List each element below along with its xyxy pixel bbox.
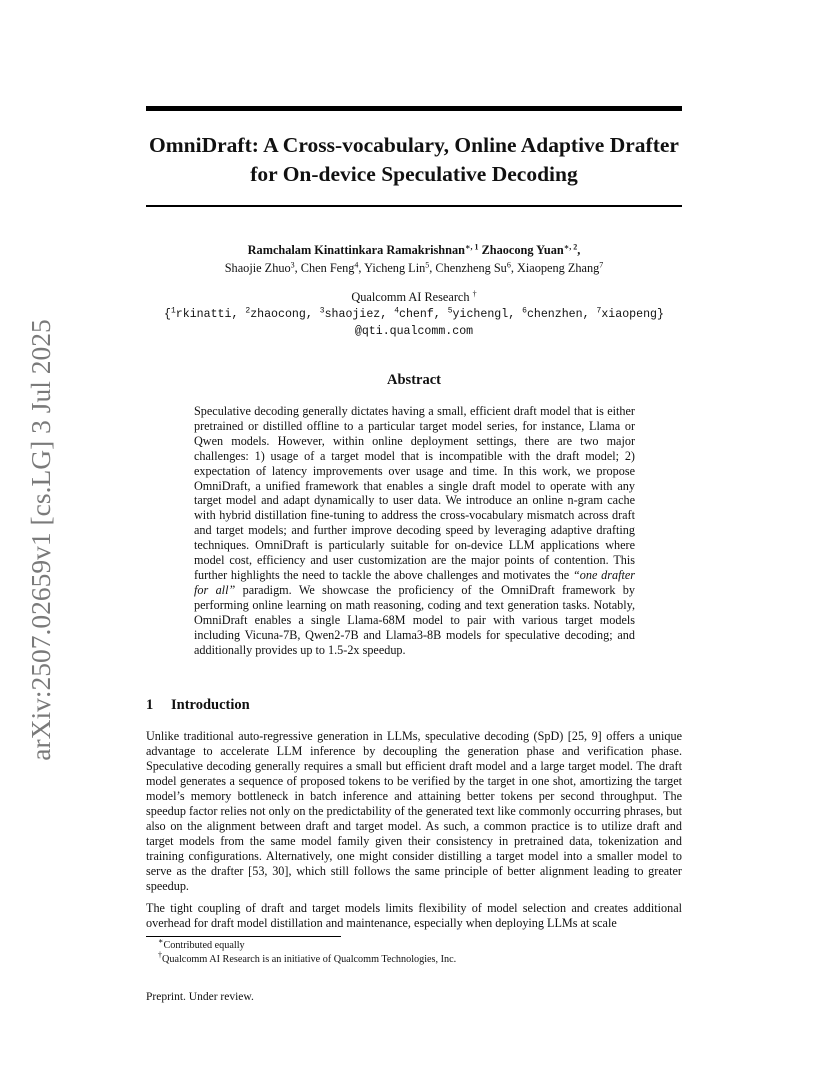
footnote: ∗Contributed equally [158, 936, 245, 951]
author-name: Xiaopeng Zhang [516, 261, 600, 275]
email-user: chenzhen [526, 308, 583, 321]
paper-title: OmniDraft: A Cross-vocabulary, Online Adaptive Drafter for On-device Speculative Decoding [149, 133, 679, 186]
author-name: Shaojie Zhuo [224, 261, 291, 275]
footnotes [158, 936, 682, 967]
affiliation-mark: † [472, 289, 477, 299]
author-block [146, 241, 682, 277]
intro-paragraph-2: The tight coupling of draft and target models limits flexibility of model selection and creates additional overhead for draft model distillation and maintenance, especially when deploying LLMs at scale [146, 901, 682, 930]
preprint-notice: Preprint. Under review. [146, 991, 254, 1003]
arxiv-side-stamp [21, 320, 61, 760]
author-mark: ∗, 1 [464, 242, 479, 252]
arxiv-identifier[interactable]: arXiv:2507.02659v1 [cs.LG] 3 Jul 2025 [25, 319, 56, 761]
author-mark: 6 [506, 260, 511, 270]
affiliation-org: Qualcomm AI Research [351, 290, 470, 304]
email-user: yichengl [452, 308, 509, 321]
footnote-rule [146, 936, 341, 937]
section-title: Introduction [171, 697, 250, 713]
email-mark: 6 [522, 306, 527, 316]
abstract-emphasis: “one drafter for all” [194, 567, 635, 597]
title-bottom-rule [146, 205, 682, 207]
author-name: Chenzheng Su [435, 261, 507, 275]
author-mark: 4 [354, 260, 359, 270]
author-line-1: Ramchalam Kinattinkara Ramakrishnan$^{∗, 1}$ Zhaocong Yuan$^{∗, 2}$, [247, 242, 581, 257]
abstract-heading: Abstract [387, 372, 441, 388]
email-list: {$^1$rkinatti, $^2$zhaocong, $^3$shaojiez, $^4$chenf, $^5$yichengl, $^6$chenzhen, $^7$xiaopeng} [164, 306, 664, 321]
email-mark: 3 [319, 306, 325, 316]
author-name: Chen Feng [300, 261, 355, 275]
author-name: Yicheng Lin [364, 261, 426, 275]
email-user: rkinatti [175, 308, 232, 321]
section-heading [146, 697, 250, 714]
footnote: †Qualcomm AI Research is an initiative of Qualcomm Technologies, Inc. [158, 950, 457, 965]
author-line-2: Shaojie Zhuo$^3$, Chen Feng$^4$, Yicheng Lin$^5$, Chenzheng Su$^6$, Xiaopeng Zhang$^7$ [224, 260, 604, 275]
affiliation-block [146, 289, 682, 340]
abstract-text: Speculative decoding generally dictates having a small, efficient draft model that is either pretrained or distilled offline to a particular target model series, for instance, Llama or Qwen models. However, within online deployment settings, there are two major challenges: 1) usage of a target model that is incompatible with the draft model; 2) expectation of latency improvements over usage and time. In this work, we propose OmniDraft, a unified framework that enables a single draft model to operate with any target model and adapt dynamically to user data. We introduce an online n-gram cache with hybrid distillation fine-tuning to address the cross-vocabulary mismatch across draft and target models; and further improve decoding speed by leveraging adaptive drafting techniques. OmniDraft is particularly suitable for on-device LLM applications where model cost, efficiency and user customization are the major points of contention. This further highlights the need to tackle the above challenges and motivates the “one drafter for all” paradigm. We showcase the proficiency of the OmniDraft framework by performing online learning on math reasoning, coding and text generation tasks. Notably, OmniDraft enables a single Llama-68M model to pair with various target models including Vicuna-7B, Qwen2-7B and Llama3-8B models for speculative decoding; and additionally provides up to 1.5-2x speedup. [194, 404, 635, 657]
email-mark: 7 [596, 306, 602, 316]
email-mark: 1 [170, 306, 176, 316]
affiliation-line [146, 289, 682, 306]
author-mark: 7 [599, 260, 604, 270]
email-user: xiaopeng [601, 308, 658, 321]
email-mark: 2 [245, 306, 251, 316]
email-mark: 5 [447, 306, 453, 316]
author-mark: 3 [290, 260, 295, 270]
section-number: 1 [146, 697, 154, 713]
author-name: Ramchalam Kinattinkara Ramakrishnan [247, 243, 465, 257]
author-mark: ∗, 2 [563, 242, 578, 252]
email-user: zhaocong [250, 308, 306, 321]
email-domain[interactable]: @qti.qualcomm.com [354, 325, 474, 338]
intro-paragraph-1: Unlike traditional auto-regressive generation in LLMs, speculative decoding (SpD) [25, 9] offers a unique advantage to accelerate LLM inference by decoupling the generation phase and verification phase. Speculative decoding generally requires a small but efficient draft model and a large target model. The draft model generates a sequence of proposed tokens to be verified by the target in one shot, amortizing the target model’s memory bottleneck in batch inference and attaining better tokens per second throughput. The speedup factor relies not only on the predictability of the generated text like commonly occurring phrases, but also on the alignment between draft and target model. As such, a common practice is to utilize draft and target models from the same model family given their consistency in pretrained data, tokenization and training configurations. Alternatively, one might consider distilling a target model into a smaller model to serve as the drafter [53, 30], which still follows the same principle of better alignment leading to greater speedup. [146, 729, 682, 893]
email-mark: 4 [394, 306, 399, 316]
email-user: chenf [399, 308, 434, 321]
author-name: Zhaocong Yuan [481, 243, 564, 257]
author-mark: 5 [425, 260, 430, 270]
email-user: shaojiez [324, 308, 381, 321]
title-top-rule [146, 106, 682, 111]
